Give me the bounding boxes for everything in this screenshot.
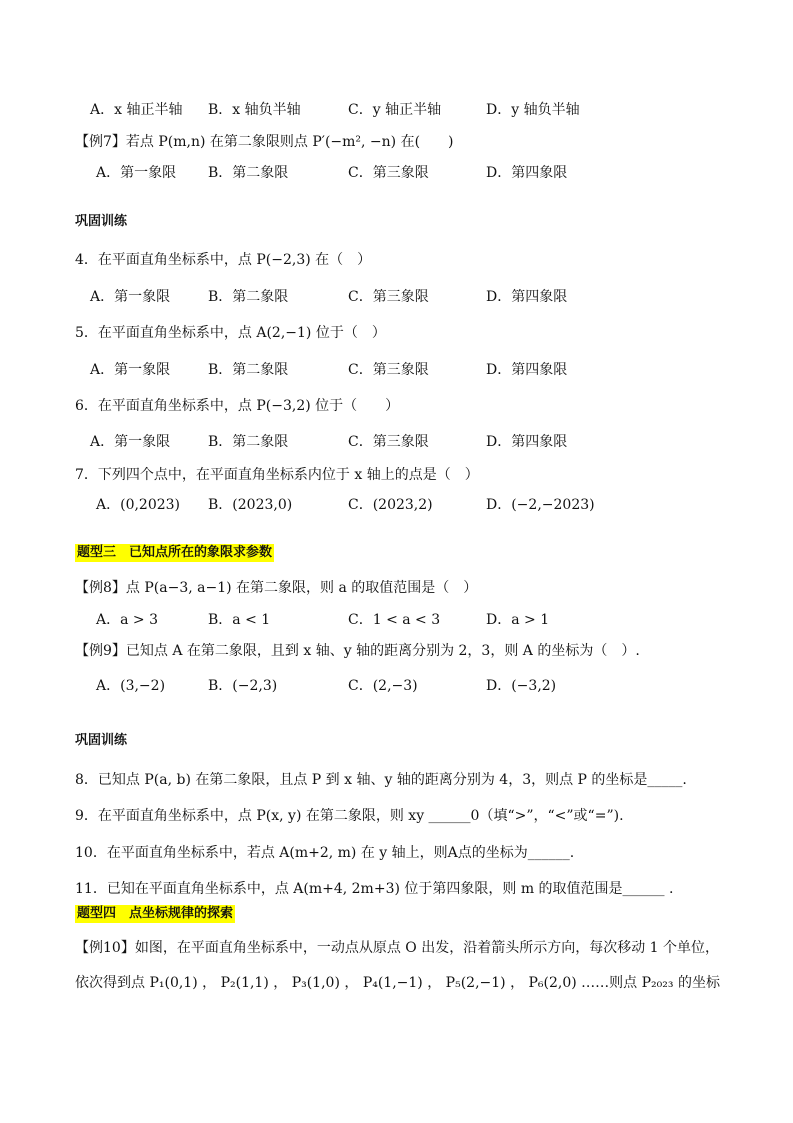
- option-c: C．y 轴正半轴: [348, 102, 442, 118]
- section-heading: 巩固训练: [75, 733, 128, 748]
- option-a: A．第一象限: [90, 289, 171, 305]
- q4-question: 4．在平面直角坐标系中，点 P(−2,3) 在（ ）: [75, 252, 372, 268]
- option-b: B．a < 1: [208, 612, 271, 628]
- option-c: C．1 < a < 3: [348, 612, 441, 628]
- q10-question: 10．在平面直角坐标系中，若点 A(m+2, m) 在 y 轴上，则A点的坐标为______.: [75, 845, 575, 861]
- ex8-question: 【例8】点 P(a−3, a−1) 在第二象限，则 a 的取值范围是（ ）: [75, 580, 478, 596]
- option-a: A．a > 3: [96, 612, 158, 628]
- option-b: B．第二象限: [208, 362, 289, 378]
- option-d: D．(−3,2): [486, 678, 557, 694]
- option-d: D．a > 1: [486, 612, 550, 628]
- option-d: D．第四象限: [486, 434, 568, 450]
- option-c: C．第三象限: [348, 289, 429, 305]
- option-a: A．第一象限: [90, 434, 171, 450]
- ex7-question: 【例7】若点 P(m,n) 在第二象限则点 P′(−m², −n) 在( ): [75, 134, 454, 150]
- option-d: D．第四象限: [486, 362, 568, 378]
- option-b: B．第二象限: [208, 289, 289, 305]
- option-a: A．(3,−2): [96, 678, 166, 694]
- q6-question: 6．在平面直角坐标系中，点 P(−3,2) 位于（ ）: [75, 398, 400, 414]
- option-a: A．x 轴正半轴: [90, 102, 183, 118]
- ex10-question-line2: 依次得到点 P₁(0,1) ， P₂(1,1) ， P₃(1,0) ， P₄(1,−1) ， P₅(2,−1) ， P₆(2,0) ……则点 P₂₀₂₃ 的坐标: [75, 975, 720, 991]
- section-title: 题型四 点坐标规律的探索: [77, 906, 234, 921]
- q11-question: 11．已知在平面直角坐标系中，点 A(m+4, 2m+3) 位于第四象限，则 m 的取值范围是______ .: [75, 881, 674, 897]
- section-title: 题型三 已知点所在的象限求参数: [77, 545, 273, 560]
- ex10-question-line1: 【例10】如图，在平面直角坐标系中，一动点从原点 O 出发，沿着箭头所示方向，每次移动 1 个单位，: [75, 940, 719, 956]
- option-b: B．第二象限: [208, 165, 289, 181]
- option-b: B．第二象限: [208, 434, 289, 450]
- option-a: A．第一象限: [96, 165, 177, 181]
- option-c: C．第三象限: [348, 362, 429, 378]
- option-d: D．y 轴负半轴: [486, 102, 580, 118]
- option-b: B．(2023,0): [208, 497, 293, 513]
- option-d: D．(−2,−2023): [486, 497, 595, 513]
- option-c: C．(2023,2): [348, 497, 433, 513]
- option-a: A．(0,2023): [96, 497, 181, 513]
- ex9-question: 【例9】已知点 A 在第二象限，且到 x 轴、y 轴的距离分别为 2，3，则 A 的坐标为（ ）.: [75, 643, 640, 659]
- q5-question: 5．在平面直角坐标系中，点 A(2,−1) 位于（ ）: [75, 325, 386, 341]
- option-d: D．第四象限: [486, 289, 568, 305]
- option-c: C．第三象限: [348, 434, 429, 450]
- section-heading: 巩固训练: [75, 214, 128, 229]
- option-a: A．第一象限: [90, 362, 171, 378]
- q9-question: 9．在平面直角坐标系中，点 P(x, y) 在第二象限，则 xy ______0（填“>”，“<”或“=”).: [75, 808, 624, 824]
- option-c: C．第三象限: [348, 165, 429, 181]
- q7-question: 7．下列四个点中，在平面直角坐标系内位于 x 轴上的点是（ ）: [75, 467, 479, 483]
- option-d: D．第四象限: [486, 165, 568, 181]
- option-b: B．(−2,3): [208, 678, 278, 694]
- option-b: B．x 轴负半轴: [208, 102, 301, 118]
- option-c: C．(2,−3): [348, 678, 418, 694]
- q8-question: 8．已知点 P(a, b) 在第二象限，且点 P 到 x 轴、y 轴的距离分别为 4，3，则点 P 的坐标是_____.: [75, 772, 687, 788]
